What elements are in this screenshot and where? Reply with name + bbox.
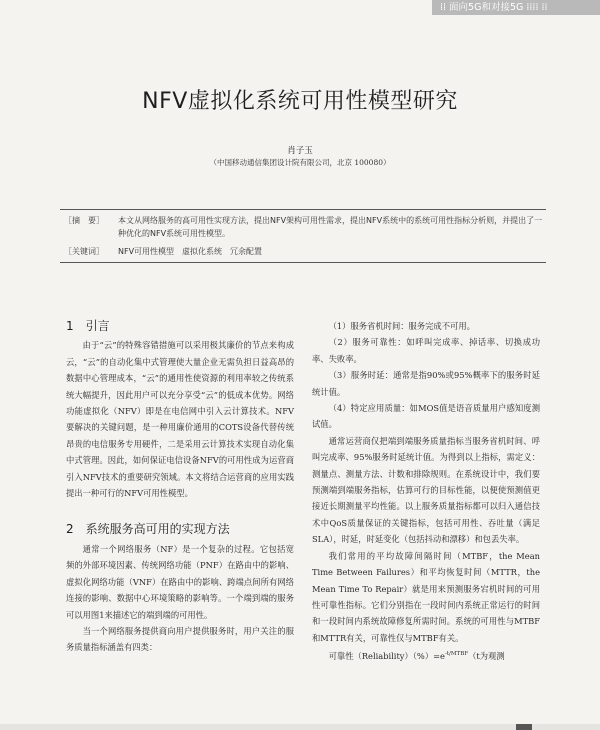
abstract-label: ［摘 要］ [64, 216, 104, 225]
section1-heading: 1 引言 [66, 319, 110, 333]
qos-paragraph: 通常运营商仅把端到端服务质量指标当服务省机时间、呼叫完成率、95%服务时延统计值。为得到以上指标，需定义：测量点、测量方法、计数和排除规则。在系统设计中，我们要预测端到端服务指标，估算可行的目标性能，以便使预测值更接近长期测量平均性能。以上服务质量指标都可以归入通信技术中QoS质量保证的关键指标，包括可用性、吞吐量（满足SLA），时延，时延变化（包括抖动和漂移）和包丢失率。 [312, 435, 540, 545]
section-header-tag: ⁞⁞ 面向5G和对接5G ⁞⁞⁞⁞ ⁞⁞ [432, 0, 600, 15]
abstract-block [64, 214, 548, 244]
keywords-block [64, 245, 548, 259]
paper-title: NFV虚拟化系统可用性模型研究 [142, 89, 458, 114]
page-footer-marker [516, 724, 532, 730]
abstract-text: 本文从网络服务的高可用性实现方法，提出NFV架构可用性需求，提出NFV系统中的系统可用性指标分析则，并提出了一种优化的NFV系统可用性模型。 [118, 216, 543, 238]
keywords-text: NFV可用性模型 虚拟化系统 冗余配置 [118, 247, 263, 256]
formula-exponent: -t/MTBF [444, 651, 469, 658]
formula-prefix: 可靠性（Reliability）（%）=e [328, 650, 445, 661]
page-footer-band [0, 724, 600, 730]
section1-paragraph: 由于“云”的特殊容错措施可以采用极其廉价的节点来构成云，“云”的自动化集中式管理使大量企业无需负担日益高昂的数据中心管理成本，“云”的通用性使资源的利用率较之传统系统大幅提升，因此用户可以充分享受“云”的低成本优势。网络功能虚拟化（NFV）即是在电信网中引入云计算技术。NFV要解决的关键问题，是一种用廉价通用的COTS设备代替传统昂贵的电信服务专用硬件，二是采用云计算技术实现自动化集中式管理。因此，如何保证电信设备NFV的可用性成为运营商引入NFV技术的重要研究领域。本文将结合运营商的应用实践提出一种可行的NFV可用性模型。 [66, 340, 294, 499]
abstract-bottom-rule [60, 262, 546, 263]
mtbf-mttr-paragraph: 我们常用的平均故障间隔时间（MTBF，the Mean Time Between Failures）和平均恢复时间（MTTR，the Mean Time To Repair）就是用来预测服务宕机时间的可用性可靠性指标。它们分别指在一段时间内系统正常运行的时间和一段时间内系统故障修复所需时间。系统的可用性与MTBF和MTTR有关，可靠性仅与MTBF有关。 [312, 550, 540, 643]
keywords-label: ［关键词］ [64, 247, 104, 256]
abstract-top-rule [60, 209, 546, 210]
section2-heading: 2 系统服务高可用的实现方法 [66, 522, 230, 537]
service-metric-item-2: （2）服务可靠性：如呼叫完成率、掉话率、切换成功率、失败率。 [312, 337, 540, 364]
author-affiliation: （中国移动通信集团设计院有限公司，北京 100080） [209, 158, 391, 167]
formula-suffix: （t为观测 [468, 650, 505, 661]
service-metric-item-4: （4）特定应用质量：如MOS值是语音质量用户感知度测试值。 [312, 403, 540, 430]
section2-paragraph-2: 当一个网络服务提供商向用户提供服务时，用户关注的服务质量指标涵盖有四类： [66, 625, 294, 653]
section2-paragraph-1: 通常一个网络服务（NF）是一个复杂的过程。它包括宽频的外部环境因素、传统网络功能（PNF）在路由中的影响、虚拟化网络功能（VNF）在路由中的影响、跨端点间所有网络连接的影响、数据中心环境策略的影响等。一个端到端的服务可以用图1来描述它的端到端的可用性。 [66, 543, 294, 620]
right-column [312, 318, 540, 664]
left-column [66, 318, 294, 656]
reliability-formula [312, 646, 540, 664]
author-name: 肖子玉 [287, 146, 313, 156]
service-metric-item-3: （3）服务时延：通常是指90%或95%概率下的服务时延统计值。 [312, 370, 540, 397]
service-metric-item-1: （1）服务省机时间：服务完成不可用。 [328, 321, 475, 331]
